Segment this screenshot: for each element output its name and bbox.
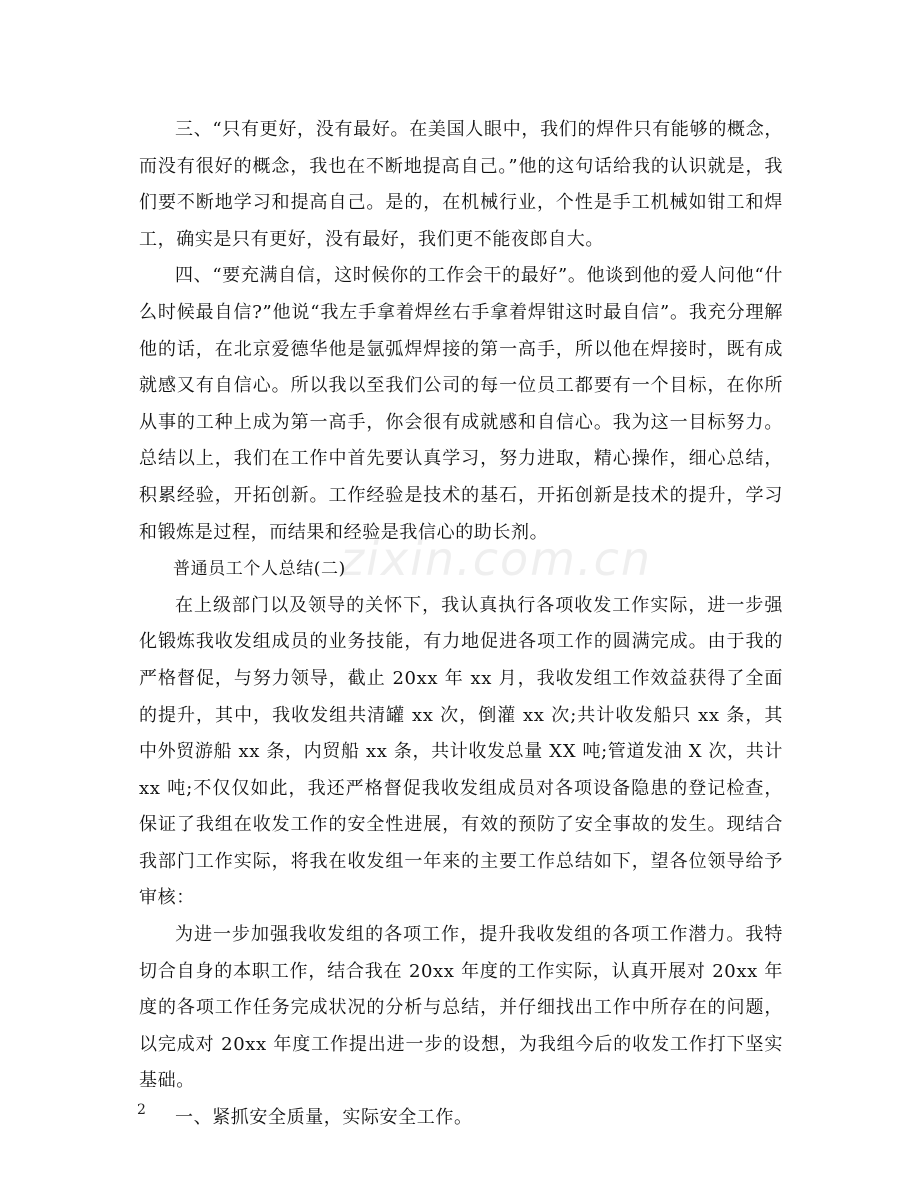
section-paragraph-plan: 为进一步加强我收发组的各项工作，提升我收发组的各项工作潜力。我特切合自身的本职工作，结合我在 20xx 年度的工作实际，认真开展对 20xx 年度的各项工作任务完成状况的分析与总结，并仔细找出工作中所存在的问题，以完成对 20xx 年度工作提出进一步的设想，为我组今后的收发工作打下坚实基础。 [139, 924, 783, 1092]
section-paragraph-intro: 在上级部门以及领导的关怀下，我认真执行各项收发工作实际，进一步强化锻炼我收发组成员的业务技能，有力地促进各项工作的圆满完成。由于我的严格督促，与努力领导，截止 20xx 年 xx 月，我收发组工作效益获得了全面的提升，其中，我收发组共清罐 xx 次，倒灌 xx 次;共计收发船只 xx 条，其中外贸游船 xx 条，内贸船 xx 条，共计收发总量 XX 吨;管道发油 X 次，共计 xx 吨;不仅仅如此，我还严格督促我收发组成员对各项设备隐患的登记检查，保证了我组在收发工作的安全性进展，有效的预防了安全事故的发生。现结合我部门工作实际，将我在收发组一年来的主要工作总结如下，望各位领导给予审核： [139, 594, 783, 909]
section-item-one: 一、紧抓安全质量，实际安全工作。 [175, 1107, 473, 1129]
page-number: 2 [137, 1102, 146, 1118]
watermark: zixin.com.cn [340, 532, 653, 586]
paragraph-four: 四、“要充满自信，这时候你的工作会干的最好”。他谈到他的爱人问他“什么时候最自信?”他说“我左手拿着焊丝右手拿着焊钳这时最自信”。我充分理解他的话，在北京爱德华他是氩弧焊焊接的第一高手，所以他在焊接时，既有成就感又有自信心。所以我以至我们公司的每一位员工都要有一个目标，在你所从事的工种上成为第一高手，你会很有成就感和自信心。我为这一目标努力。总结以上，我们在工作中首先要认真学习，努力进取，精心操作，细心总结，积累经验，开拓创新。工作经验是技术的基石，开拓创新是技术的提升，学习和锻炼是过程，而结果和经验是我信心的助长剂。 [139, 265, 783, 543]
document-body [139, 112, 783, 1137]
paragraph-three: 三、“只有更好，没有最好。在美国人眼中，我们的焊件只有能够的概念，而没有很好的概念，我也在不断地提高自己。”他的这句话给我的认识就是，我们要不断地学习和提高自己。是的，在机械行业，个性是手工机械如钳工和焊工，确实是只有更好，没有最好，我们更不能夜郎自大。 [139, 119, 783, 250]
section-title: 普通员工个人总结(二) [173, 559, 346, 580]
